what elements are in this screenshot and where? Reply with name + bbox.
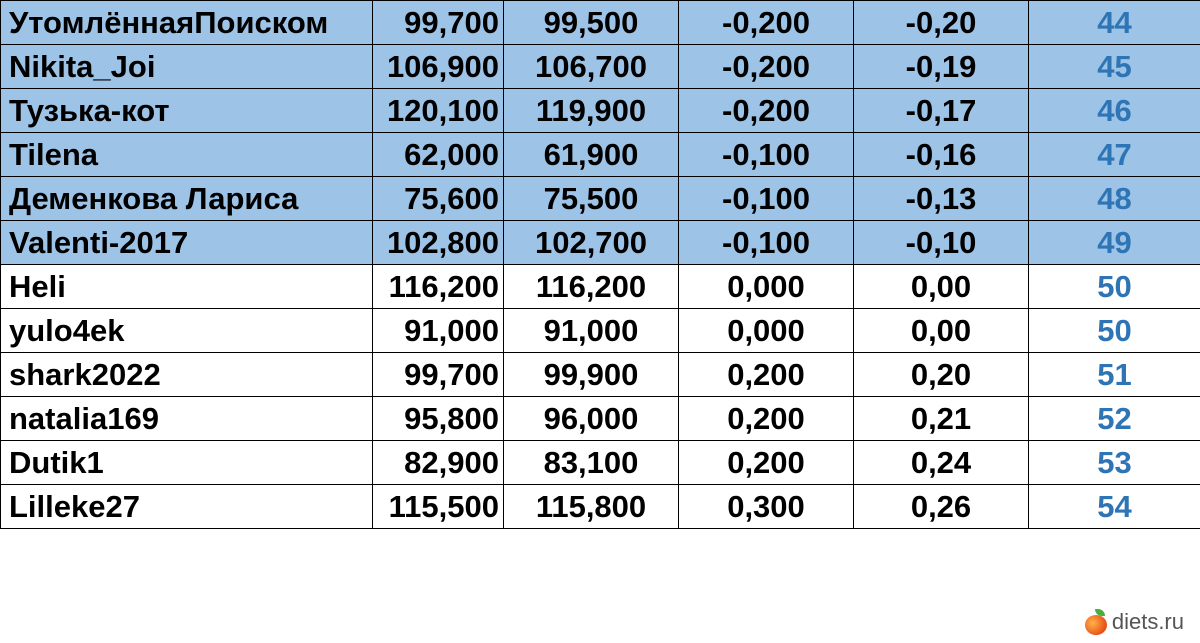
logo-text: diets.ru xyxy=(1111,609,1184,634)
weight-change-cell: 0,000 xyxy=(679,265,854,309)
percent-change-cell: 0,00 xyxy=(854,309,1029,353)
start-weight-cell: 102,800 xyxy=(373,221,504,265)
start-weight-cell: 95,800 xyxy=(373,397,504,441)
table-row xyxy=(1,177,1200,221)
rank-cell: 53 xyxy=(1029,441,1200,485)
percent-change-cell: 0,20 xyxy=(854,353,1029,397)
participant-name-cell: shark2022 xyxy=(1,353,373,397)
weight-change-cell: -0,100 xyxy=(679,221,854,265)
current-weight-cell: 75,500 xyxy=(504,177,679,221)
weight-change-cell: -0,200 xyxy=(679,89,854,133)
participant-name-cell: Valenti-2017 xyxy=(1,221,373,265)
weight-change-cell: 0,000 xyxy=(679,309,854,353)
table-row xyxy=(1,353,1200,397)
table-row xyxy=(1,1,1200,45)
table-body xyxy=(1,1,1200,529)
start-weight-cell: 91,000 xyxy=(373,309,504,353)
participant-name-cell: natalia169 xyxy=(1,397,373,441)
percent-change-cell: -0,13 xyxy=(854,177,1029,221)
start-weight-cell: 106,900 xyxy=(373,45,504,89)
start-weight-cell: 99,700 xyxy=(373,353,504,397)
percent-change-cell: 0,21 xyxy=(854,397,1029,441)
rank-cell: 50 xyxy=(1029,265,1200,309)
start-weight-cell: 116,200 xyxy=(373,265,504,309)
percent-change-cell: 0,00 xyxy=(854,265,1029,309)
percent-change-cell: -0,17 xyxy=(854,89,1029,133)
weight-change-cell: 0,200 xyxy=(679,397,854,441)
table-row xyxy=(1,45,1200,89)
participant-name-cell: УтомлённаяПоиском xyxy=(1,1,373,45)
participant-name-cell: Деменкова Лариса xyxy=(1,177,373,221)
weight-change-cell: 0,200 xyxy=(679,353,854,397)
percent-change-cell: -0,20 xyxy=(854,1,1029,45)
current-weight-cell: 102,700 xyxy=(504,221,679,265)
percent-change-cell: -0,10 xyxy=(854,221,1029,265)
percent-change-cell: 0,26 xyxy=(854,485,1029,529)
start-weight-cell: 75,600 xyxy=(373,177,504,221)
current-weight-cell: 99,900 xyxy=(504,353,679,397)
participant-name-cell: Тузька-кот xyxy=(1,89,373,133)
diets-logo xyxy=(1084,609,1184,635)
weight-change-cell: -0,100 xyxy=(679,133,854,177)
participant-name-cell: Nikita_Joi xyxy=(1,45,373,89)
rank-cell: 46 xyxy=(1029,89,1200,133)
current-weight-cell: 116,200 xyxy=(504,265,679,309)
weight-change-cell: -0,200 xyxy=(679,1,854,45)
participant-name-cell: Tilena xyxy=(1,133,373,177)
current-weight-cell: 96,000 xyxy=(504,397,679,441)
participant-name-cell: Lilleke27 xyxy=(1,485,373,529)
rank-cell: 54 xyxy=(1029,485,1200,529)
table-row xyxy=(1,89,1200,133)
percent-change-cell: -0,16 xyxy=(854,133,1029,177)
current-weight-cell: 91,000 xyxy=(504,309,679,353)
current-weight-cell: 99,500 xyxy=(504,1,679,45)
rank-cell: 49 xyxy=(1029,221,1200,265)
percent-change-cell: -0,19 xyxy=(854,45,1029,89)
rank-cell: 51 xyxy=(1029,353,1200,397)
rank-cell: 48 xyxy=(1029,177,1200,221)
weight-change-cell: 0,300 xyxy=(679,485,854,529)
rank-cell: 52 xyxy=(1029,397,1200,441)
table-row xyxy=(1,309,1200,353)
current-weight-cell: 61,900 xyxy=(504,133,679,177)
participant-name-cell: yulo4ek xyxy=(1,309,373,353)
rank-cell: 44 xyxy=(1029,1,1200,45)
participant-name-cell: Heli xyxy=(1,265,373,309)
weight-change-cell: -0,100 xyxy=(679,177,854,221)
weight-change-cell: -0,200 xyxy=(679,45,854,89)
current-weight-cell: 119,900 xyxy=(504,89,679,133)
table-row xyxy=(1,441,1200,485)
start-weight-cell: 99,700 xyxy=(373,1,504,45)
rank-cell: 45 xyxy=(1029,45,1200,89)
percent-change-cell: 0,24 xyxy=(854,441,1029,485)
start-weight-cell: 62,000 xyxy=(373,133,504,177)
start-weight-cell: 120,100 xyxy=(373,89,504,133)
table-row xyxy=(1,397,1200,441)
rank-cell: 50 xyxy=(1029,309,1200,353)
start-weight-cell: 82,900 xyxy=(373,441,504,485)
current-weight-cell: 106,700 xyxy=(504,45,679,89)
current-weight-cell: 83,100 xyxy=(504,441,679,485)
table-row xyxy=(1,485,1200,529)
rank-cell: 47 xyxy=(1029,133,1200,177)
weight-change-cell: 0,200 xyxy=(679,441,854,485)
start-weight-cell: 115,500 xyxy=(373,485,504,529)
current-weight-cell: 115,800 xyxy=(504,485,679,529)
table-row xyxy=(1,221,1200,265)
table-row xyxy=(1,265,1200,309)
table-row xyxy=(1,133,1200,177)
participant-name-cell: Dutik1 xyxy=(1,441,373,485)
apple-icon xyxy=(1084,609,1108,635)
